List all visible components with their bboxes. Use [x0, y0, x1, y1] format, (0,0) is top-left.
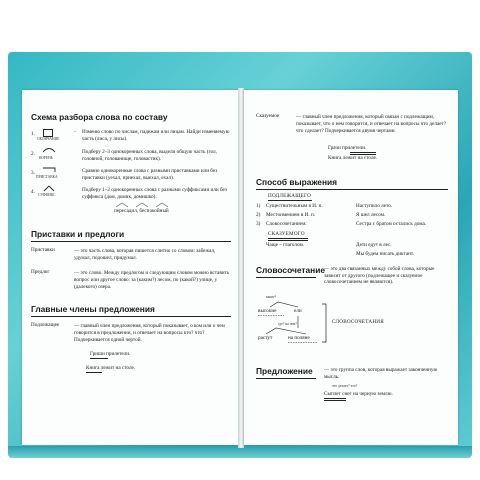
- row-label: Местоимением в И. п.: [266, 212, 316, 218]
- suffix-icon-label: СУФФИКС: [38, 193, 56, 197]
- row-label: Словосочетанием:: [266, 221, 307, 227]
- section-title-sentence: Предложение: [256, 366, 313, 376]
- subject-example-1: Гриши прилетели.: [90, 351, 131, 357]
- definition-preposition: — это слово. Между предлогом и следующим словом можно вставить вопрос или другое слово: за (каким?) лесом, по (какой?) улице, у (далекого) озера.: [74, 270, 230, 290]
- suffix-example: пересадил, беспокойный: [114, 208, 169, 214]
- left-page: Схема разбора слова по составу 1. ОКОНЧАНИЕ Изменю слово по числам, падежам или лицам. Найди изменяемую часть (лиса, у лисы). – 2. КОРЕНЬ Подберу 2–3 однокоренных слова, выдели общую часть (гол, головной, голованище, головастик). 3. ПРИСТАВКА Сравню однокоренные слова с разными приставками или без приставки (уехал, приехал, выехал, ехал). 4. СУФФИКС Подберу 1–2 однокоренных слова с разными суффиксами или без суффикса (дом, домик, домишко). пересадил, беспокойный Приставки и предлоги Приставки — это часть слова, которая пишется слитно со словом: забежал, удумал, подошел, придумал. Предлог — это слово. Между предлогом и следующим словом можно вставить вопрос или другое слово: за (каким?) лесом, по (какой?) улице, у (далекого) озера. Главные члены предложения Подлежащее — главный член предложения, который показывает, о ком или о чем говорится в предложении, и отвечает на вопросы кто? что? Подчеркивается одной чертой. Гриши прилетели. Книга лежит на столе.: [22, 90, 238, 445]
- term-preposition: Предлог: [31, 269, 50, 275]
- item-text: Сравню однокоренные слова с разными приставками или без приставки (уехал, приехал, выехал, ехал).: [82, 168, 218, 181]
- definition-prefixes: — это часть слова, которая пишется слитно со словом: забежал, удумал, подошел, придумал.: [74, 248, 216, 261]
- ending-icon: [43, 129, 53, 137]
- diagram-word-3: растут: [258, 335, 273, 341]
- row-number: 1): [256, 203, 261, 209]
- divider: [31, 241, 231, 242]
- item-number: 3.: [31, 170, 35, 176]
- subject-underline: [90, 358, 108, 359]
- item-text: Изменю слово по числам, падежам или лицам. Найди изменяемую часть (лиса, у лисы).: [82, 129, 230, 142]
- subject-caption: ПОДЛЕЖАЩЕГО: [268, 193, 312, 199]
- row-example: Мы будем писать диктант.: [356, 251, 415, 257]
- subject-example-2: Книга лежит на столе.: [86, 365, 136, 371]
- row-example: Наступило лето.: [356, 203, 393, 209]
- row-label: Существительным в И. п.: [266, 203, 323, 209]
- row-number: 3): [256, 221, 261, 227]
- term-predicate: Сказуемое: [256, 113, 280, 119]
- item-number: 2.: [31, 151, 35, 157]
- diagram-label: СЛОВОСОЧЕТАНИЯ: [332, 319, 384, 325]
- item-number: 1.: [31, 131, 35, 137]
- diagram-word-1: высокие: [258, 308, 277, 314]
- root-icon-label: КОРЕНЬ: [39, 156, 53, 160]
- item-text: Подберу 1–2 однокоренных слова с разными суффиксами или без суффикса (дом, домик, домишко).: [82, 187, 227, 200]
- section-title-prefixes: Приставки и предлоги: [31, 229, 125, 239]
- row-label: Чаще – глаголом.: [266, 242, 305, 248]
- item-number: 4.: [31, 189, 35, 195]
- divider: [256, 378, 316, 379]
- section-title-morpheme: Схема разбора слова по составу: [31, 112, 168, 122]
- diagram-word-4: на поляне: [288, 335, 310, 341]
- section-title-main-members: Главные члены предложения: [31, 304, 155, 314]
- item-text: Подберу 2–3 однокоренных слова, выдели общую часть (гол, головной, голованище, головастик).: [82, 149, 217, 162]
- row-example: Сестра с братом остались дома.: [356, 221, 427, 227]
- divider: [31, 316, 231, 317]
- row-number: 2): [256, 212, 261, 218]
- sentence-example: Сыплет снег на черную землю.: [324, 391, 393, 397]
- diagram-question-2: где? на чем?: [278, 322, 297, 326]
- sentence-question: что делает? что?: [332, 384, 358, 388]
- section-title-phrase: Словосочетание: [256, 265, 326, 275]
- diagram-word-2: ели: [294, 308, 302, 314]
- row-example: Дети едут в лес.: [356, 242, 392, 248]
- root-icon: [42, 147, 56, 153]
- prefix-icon-label: ПРИСТАВКА: [36, 175, 58, 179]
- suffix-icon: [42, 185, 56, 192]
- row-example: Я шел лесом.: [356, 212, 386, 218]
- ending-icon-label: ОКОНЧАНИЕ: [37, 137, 60, 141]
- definition-subject: — главный член предложения, который показывает, о ком или о чем говорится в предложении, и отвечает на вопросы кто? что? Подчеркивается одной чертой.: [74, 323, 225, 343]
- prefix-icon: [42, 167, 56, 173]
- definition-phrase: — это два связанных между собой слова, которые зависят от другого (подлежащее и сказуемое словосочетанием не являются).: [324, 266, 435, 285]
- definition-predicate: — главный член предложения, который связан с подлежащим, показывает, что о нем говорится, и отвечает на вопросы что делает? что сделает? Подчеркивается двумя чертами.: [296, 114, 447, 134]
- right-page: [244, 90, 458, 445]
- section-title-expression: Способ выражения: [256, 177, 338, 187]
- diagram-question-1: какие?: [266, 295, 277, 299]
- sentence-underline: [324, 400, 346, 401]
- definition-sentence: — это группа слов, которая выражает законченную мысль.: [324, 367, 438, 380]
- subject-underline: [86, 372, 102, 373]
- term-subject: Подлежащее: [31, 322, 60, 328]
- predicate-example-1: Грачи прилетели.: [328, 145, 367, 151]
- predicate-caption: СКАЗУЕМОГО: [268, 231, 305, 237]
- predicate-example-2: Книга лежит на столе.: [328, 155, 378, 161]
- term-prefixes: Приставки: [31, 247, 55, 253]
